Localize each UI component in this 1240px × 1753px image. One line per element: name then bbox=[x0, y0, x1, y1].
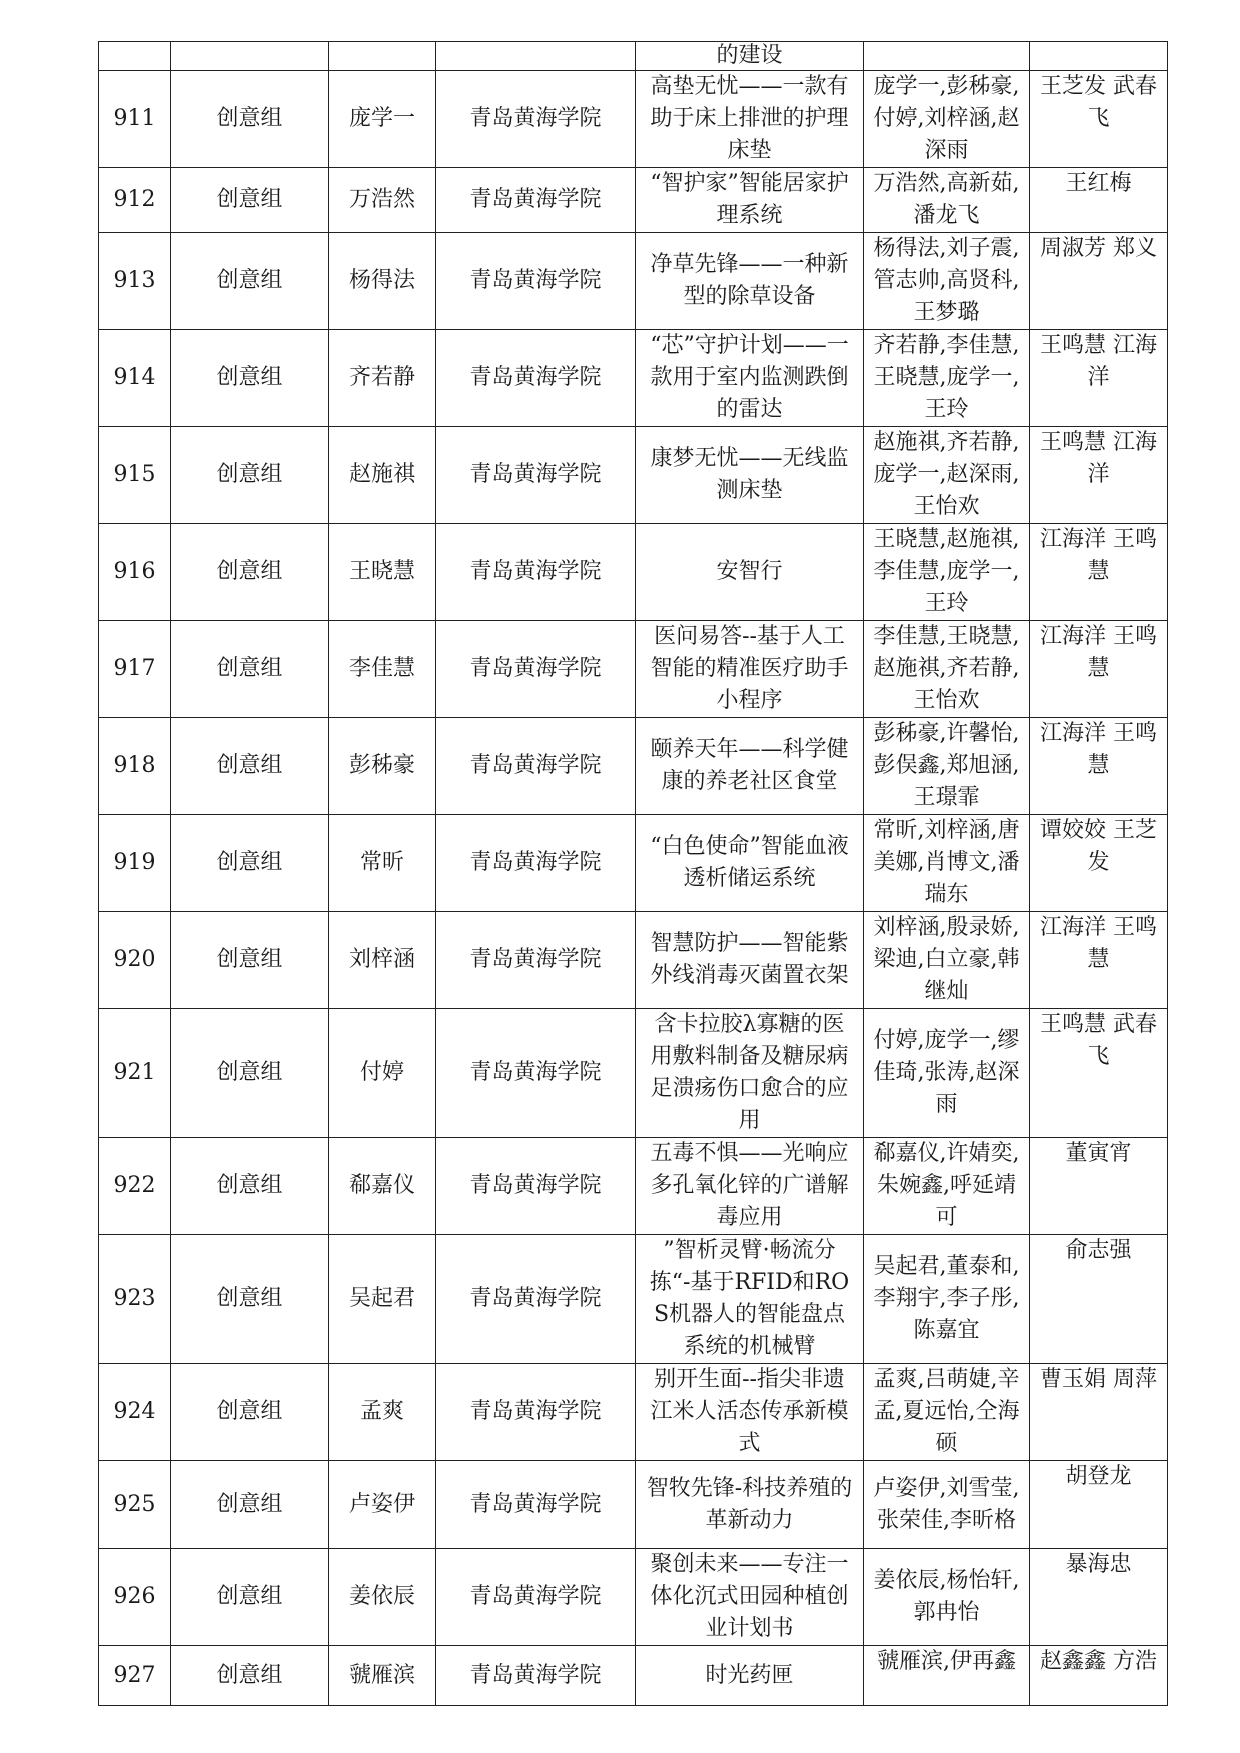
cell-leader: 万浩然 bbox=[329, 168, 436, 233]
cell-number: 921 bbox=[99, 1009, 171, 1138]
cell-members: 虢雁滨,伊再鑫 bbox=[864, 1646, 1030, 1706]
cell-group: 创意组 bbox=[171, 1364, 329, 1461]
cell-advisors: 江海洋 王鸣慧 bbox=[1030, 912, 1168, 1009]
cell-advisors: 曹玉娟 周萍 bbox=[1030, 1364, 1168, 1461]
cell-leader: 赵施祺 bbox=[329, 427, 436, 524]
table-row bbox=[99, 1646, 1168, 1706]
cell-project: 含卡拉胶λ寡糖的医用敷料制备及糖尿病足溃疡伤口愈合的应用 bbox=[636, 1009, 864, 1138]
cell-project: 别开生面--指尖非遗江米人活态传承新模式 bbox=[636, 1364, 864, 1461]
cell-members: 孟爽,吕萌婕,辛孟,夏远怡,仝海硕 bbox=[864, 1364, 1030, 1461]
cell-group bbox=[171, 42, 329, 71]
cell-advisors: 王红梅 bbox=[1030, 168, 1168, 233]
cell-group: 创意组 bbox=[171, 524, 329, 621]
cell-number bbox=[99, 42, 171, 71]
cell-leader: 杨得法 bbox=[329, 233, 436, 330]
cell-school: 青岛黄海学院 bbox=[436, 71, 636, 168]
cell-group: 创意组 bbox=[171, 912, 329, 1009]
cell-school: 青岛黄海学院 bbox=[436, 168, 636, 233]
cell-project: 颐养天年——科学健康的养老社区食堂 bbox=[636, 718, 864, 815]
cell-advisors: 王鸣慧 江海洋 bbox=[1030, 330, 1168, 427]
cell-members: 卢姿伊,刘雪莹,张荣佳,李昕格 bbox=[864, 1461, 1030, 1549]
cell-project: 的建设 bbox=[636, 42, 864, 71]
cell-number: 914 bbox=[99, 330, 171, 427]
table-row bbox=[99, 1549, 1168, 1646]
cell-leader: 虢雁滨 bbox=[329, 1646, 436, 1706]
cell-school: 青岛黄海学院 bbox=[436, 1461, 636, 1549]
cell-leader: 彭秭豪 bbox=[329, 718, 436, 815]
cell-advisors: 胡登龙 bbox=[1030, 1461, 1168, 1549]
cell-project: 智慧防护——智能紫外线消毒灭菌置衣架 bbox=[636, 912, 864, 1009]
cell-members: 赵施祺,齐若静,庞学一,赵深雨,王怡欢 bbox=[864, 427, 1030, 524]
cell-school: 青岛黄海学院 bbox=[436, 621, 636, 718]
cell-group: 创意组 bbox=[171, 168, 329, 233]
table-row bbox=[99, 71, 1168, 168]
cell-school: 青岛黄海学院 bbox=[436, 1235, 636, 1364]
cell-school: 青岛黄海学院 bbox=[436, 427, 636, 524]
cell-group: 创意组 bbox=[171, 1009, 329, 1138]
cell-leader bbox=[329, 42, 436, 71]
table-row bbox=[99, 233, 1168, 330]
cell-number: 920 bbox=[99, 912, 171, 1009]
award-list-table bbox=[98, 41, 1168, 1706]
cell-project: ”智析灵臂·畅流分拣“-基于RFID和ROS机器人的智能盘点系统的机械臂 bbox=[636, 1235, 864, 1364]
table-row bbox=[99, 524, 1168, 621]
cell-advisors: 王芝发 武春飞 bbox=[1030, 71, 1168, 168]
cell-number: 912 bbox=[99, 168, 171, 233]
cell-leader: 常昕 bbox=[329, 815, 436, 912]
cell-leader: 付婷 bbox=[329, 1009, 436, 1138]
table-row bbox=[99, 427, 1168, 524]
table-row bbox=[99, 1138, 1168, 1235]
cell-number: 925 bbox=[99, 1461, 171, 1549]
cell-group: 创意组 bbox=[171, 621, 329, 718]
cell-members: 常昕,刘梓涵,唐美娜,肖博文,潘瑞东 bbox=[864, 815, 1030, 912]
cell-advisors: 江海洋 王鸣慧 bbox=[1030, 621, 1168, 718]
cell-leader: 李佳慧 bbox=[329, 621, 436, 718]
cell-school bbox=[436, 42, 636, 71]
cell-number: 917 bbox=[99, 621, 171, 718]
cell-school: 青岛黄海学院 bbox=[436, 1549, 636, 1646]
cell-school: 青岛黄海学院 bbox=[436, 1364, 636, 1461]
table-row bbox=[99, 168, 1168, 233]
cell-leader: 卢姿伊 bbox=[329, 1461, 436, 1549]
cell-group: 创意组 bbox=[171, 330, 329, 427]
cell-advisors: 王鸣慧 江海洋 bbox=[1030, 427, 1168, 524]
table-row bbox=[99, 1235, 1168, 1364]
cell-group: 创意组 bbox=[171, 1235, 329, 1364]
cell-leader: 王晓慧 bbox=[329, 524, 436, 621]
cell-school: 青岛黄海学院 bbox=[436, 1646, 636, 1706]
cell-advisors: 江海洋 王鸣慧 bbox=[1030, 718, 1168, 815]
cell-project: 高垫无忧——一款有助于床上排泄的护理床垫 bbox=[636, 71, 864, 168]
table-row bbox=[99, 1461, 1168, 1549]
cell-school: 青岛黄海学院 bbox=[436, 524, 636, 621]
cell-members: 王晓慧,赵施祺,李佳慧,庞学一,王玲 bbox=[864, 524, 1030, 621]
cell-school: 青岛黄海学院 bbox=[436, 912, 636, 1009]
table-row bbox=[99, 718, 1168, 815]
cell-group: 创意组 bbox=[171, 1549, 329, 1646]
cell-advisors: 暴海忠 bbox=[1030, 1549, 1168, 1646]
cell-members: 齐若静,李佳慧,王晓慧,庞学一,王玲 bbox=[864, 330, 1030, 427]
table-row-continued bbox=[99, 42, 1168, 71]
cell-school: 青岛黄海学院 bbox=[436, 1138, 636, 1235]
cell-number: 922 bbox=[99, 1138, 171, 1235]
cell-school: 青岛黄海学院 bbox=[436, 815, 636, 912]
cell-project: “智护家”智能居家护理系统 bbox=[636, 168, 864, 233]
table-row bbox=[99, 621, 1168, 718]
cell-project: 净草先锋——一种新型的除草设备 bbox=[636, 233, 864, 330]
cell-members: 杨得法,刘子震,管志帅,高贤科,王梦璐 bbox=[864, 233, 1030, 330]
cell-group: 创意组 bbox=[171, 1138, 329, 1235]
cell-school: 青岛黄海学院 bbox=[436, 718, 636, 815]
cell-leader: 郗嘉仪 bbox=[329, 1138, 436, 1235]
cell-members: 李佳慧,王晓慧,赵施祺,齐若静,王怡欢 bbox=[864, 621, 1030, 718]
cell-advisors bbox=[1030, 42, 1168, 71]
cell-members bbox=[864, 42, 1030, 71]
cell-number: 927 bbox=[99, 1646, 171, 1706]
cell-school: 青岛黄海学院 bbox=[436, 330, 636, 427]
cell-project: 智牧先锋-科技养殖的革新动力 bbox=[636, 1461, 864, 1549]
cell-group: 创意组 bbox=[171, 233, 329, 330]
cell-leader: 齐若静 bbox=[329, 330, 436, 427]
cell-members: 郗嘉仪,许婧奕,朱婉鑫,呼延靖可 bbox=[864, 1138, 1030, 1235]
table-row bbox=[99, 330, 1168, 427]
table-row bbox=[99, 1009, 1168, 1138]
cell-advisors: 王鸣慧 武春飞 bbox=[1030, 1009, 1168, 1138]
cell-members: 付婷,庞学一,缪佳琦,张涛,赵深雨 bbox=[864, 1009, 1030, 1138]
cell-group: 创意组 bbox=[171, 71, 329, 168]
cell-advisors: 董寅宵 bbox=[1030, 1138, 1168, 1235]
cell-leader: 庞学一 bbox=[329, 71, 436, 168]
table-row bbox=[99, 815, 1168, 912]
table-body bbox=[99, 42, 1168, 1706]
cell-members: 彭秭豪,许馨怡,彭俣鑫,郑旭涵,王璟霏 bbox=[864, 718, 1030, 815]
cell-project: 五毒不惧——光响应多孔氧化锌的广谱解毒应用 bbox=[636, 1138, 864, 1235]
cell-advisors: 周淑芳 郑义 bbox=[1030, 233, 1168, 330]
cell-advisors: 谭姣姣 王芝发 bbox=[1030, 815, 1168, 912]
cell-number: 918 bbox=[99, 718, 171, 815]
cell-members: 姜依辰,杨怡轩,郭冉怡 bbox=[864, 1549, 1030, 1646]
cell-number: 926 bbox=[99, 1549, 171, 1646]
cell-number: 916 bbox=[99, 524, 171, 621]
cell-project: 聚创未来——专注一体化沉式田园种植创业计划书 bbox=[636, 1549, 864, 1646]
cell-leader: 孟爽 bbox=[329, 1364, 436, 1461]
cell-project: “白色使命”智能血液透析储运系统 bbox=[636, 815, 864, 912]
cell-group: 创意组 bbox=[171, 815, 329, 912]
cell-project: 医问易答--基于人工智能的精准医疗助手小程序 bbox=[636, 621, 864, 718]
cell-members: 万浩然,高新茹,潘龙飞 bbox=[864, 168, 1030, 233]
cell-leader: 刘梓涵 bbox=[329, 912, 436, 1009]
cell-advisors: 江海洋 王鸣慧 bbox=[1030, 524, 1168, 621]
cell-project: “芯”守护计划——一款用于室内监测跌倒的雷达 bbox=[636, 330, 864, 427]
cell-number: 919 bbox=[99, 815, 171, 912]
table-row bbox=[99, 1364, 1168, 1461]
cell-group: 创意组 bbox=[171, 718, 329, 815]
cell-number: 913 bbox=[99, 233, 171, 330]
cell-school: 青岛黄海学院 bbox=[436, 233, 636, 330]
cell-project: 康梦无忧——无线监测床垫 bbox=[636, 427, 864, 524]
cell-advisors: 赵鑫鑫 方浩 bbox=[1030, 1646, 1168, 1706]
cell-number: 923 bbox=[99, 1235, 171, 1364]
cell-number: 915 bbox=[99, 427, 171, 524]
cell-members: 庞学一,彭秭豪,付婷,刘梓涵,赵深雨 bbox=[864, 71, 1030, 168]
cell-project: 安智行 bbox=[636, 524, 864, 621]
cell-leader: 吴起君 bbox=[329, 1235, 436, 1364]
cell-project: 时光药匣 bbox=[636, 1646, 864, 1706]
cell-members: 吴起君,董泰和,李翔宇,李子彤,陈嘉宜 bbox=[864, 1235, 1030, 1364]
cell-number: 924 bbox=[99, 1364, 171, 1461]
table-row bbox=[99, 912, 1168, 1009]
cell-group: 创意组 bbox=[171, 1646, 329, 1706]
cell-group: 创意组 bbox=[171, 427, 329, 524]
cell-group: 创意组 bbox=[171, 1461, 329, 1549]
cell-members: 刘梓涵,殷录娇,梁迪,白立豪,韩继灿 bbox=[864, 912, 1030, 1009]
cell-school: 青岛黄海学院 bbox=[436, 1009, 636, 1138]
cell-number: 911 bbox=[99, 71, 171, 168]
cell-advisors: 俞志强 bbox=[1030, 1235, 1168, 1364]
cell-leader: 姜依辰 bbox=[329, 1549, 436, 1646]
